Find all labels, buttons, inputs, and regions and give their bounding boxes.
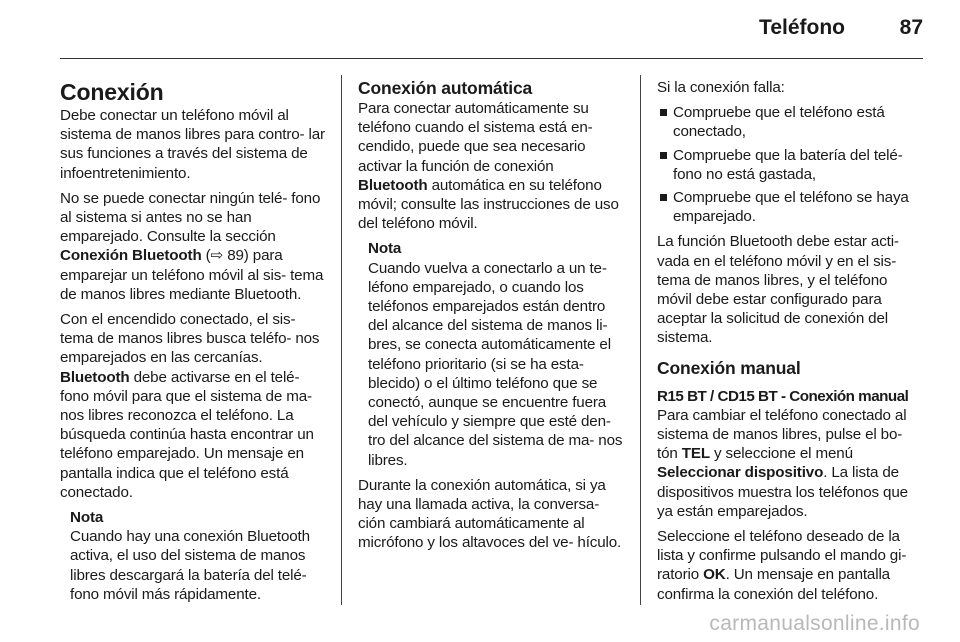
bold-term: Bluetooth [358, 176, 428, 194]
column-divider-1 [341, 75, 342, 605]
text-run: automática en su teléfono móvil; consulte las instrucciones de uso del teléfono móvil. [358, 176, 619, 233]
square-bullet-icon [660, 152, 667, 159]
text-run: . La lista de dispositivos muestra los teléfonos que ya están emparejados. [657, 464, 908, 520]
paragraph [60, 310, 325, 502]
subheading: R15 BT / CD15 BT - Conexión manual [657, 387, 909, 405]
list-item [657, 146, 923, 184]
bold-term: Seleccionar dispositivo [657, 464, 824, 482]
bold-term: OK [703, 566, 726, 584]
paragraph [358, 99, 623, 233]
bullet-list [657, 103, 923, 226]
list-item-text: Compruebe que la batería del telé- fono no está gastada, [673, 146, 903, 183]
paragraph: Durante la conexión automática, si ya hay una llamada activa, la conversa- ción cambiará automáticamente al micrófono y los altavoces del ve- hículo. [358, 476, 622, 552]
list-item [657, 188, 923, 226]
list-item-text: Compruebe que el teléfono está conectado, [673, 104, 885, 141]
list-item-text: Compruebe que el teléfono se haya emparejado. [673, 189, 909, 226]
text-run: Seleccione el teléfono deseado de la lista y confirme pulsando el mando gi- ratorio [657, 528, 907, 584]
paragraph: La función Bluetooth debe estar acti- vada en el teléfono móvil y en el sis- tema de manos libres, y el teléfono móvil debe estar configurado para aceptar la solicitud de conexión del sistema. [657, 233, 899, 347]
paragraph [657, 406, 923, 521]
text-run: Con el encendido conectado, el sis- tema de manos libres busca teléfo- nos emparejados en las cercanías. [60, 311, 320, 367]
column-3 [657, 78, 923, 610]
note-box [70, 508, 325, 604]
paragraph [657, 527, 923, 604]
text-run: No se puede conectar ningún telé- fono al sistema si antes no se han emparejado. Consulte la sección [60, 189, 321, 246]
note-box [368, 239, 623, 469]
note-text: Cuando hay una conexión Bluetooth activa, el uso del sistema de manos libres descargará la batería del telé- fono móvil más rápidamente. [70, 528, 310, 603]
paragraph: Si la conexión falla: [657, 79, 785, 96]
section-heading-conexion: Conexión [60, 79, 164, 105]
section-title: Teléfono [759, 16, 845, 39]
paragraph [60, 189, 325, 304]
text-run: . Un mensaje en pantalla confirma la conexión del teléfono. [657, 566, 890, 603]
section-heading-conexion-automatica: Conexión automática [358, 78, 533, 98]
paragraph: Debe conectar un teléfono móvil al sistema de manos libres para contro- lar sus funciones a través del sistema de infoentretenimiento. [60, 107, 325, 182]
square-bullet-icon [660, 194, 667, 201]
text-run: debe activarse en el telé- fono móvil para que el sistema de ma- nos libres reconozca el teléfono. La búsqueda continúa hasta encontrar un teléfono emparejado. Un mensaje en pantalla indica que el teléfono está conectado. [60, 368, 314, 501]
column-2 [358, 78, 623, 559]
text-run: Para cambiar el teléfono conectado al sistema de manos libres, pulse el bo- tón [657, 406, 907, 463]
list-item [657, 103, 923, 141]
text-run: y seleccione el menú [709, 445, 853, 463]
page-header [0, 0, 960, 62]
text-run: emparejar un teléfono móvil al sis- tema de manos libres mediante Bluetooth. [60, 266, 324, 303]
text-run: Para conectar automáticamente su teléfono cuando el sistema está en- cendido, puede que sea necesario activar la función de conexión [358, 100, 593, 175]
column-divider-2 [640, 75, 641, 605]
bold-term: TEL [681, 445, 710, 463]
page-reference: (⇨ 89) para [201, 247, 283, 265]
square-bullet-icon [660, 109, 667, 116]
section-heading-conexion-manual: Conexión manual [657, 357, 801, 378]
note-title: Nota [368, 240, 402, 258]
bold-term: Bluetooth [60, 368, 130, 386]
watermark: carmanualsonline.info [709, 612, 920, 635]
header-rule [60, 58, 923, 59]
bold-term: Conexión Bluetooth [60, 247, 202, 265]
note-title: Nota [70, 509, 104, 527]
column-1 [60, 78, 325, 610]
note-text: Cuando vuelva a conectarlo a un te- léfono emparejado, o cuando los teléfonos emparejados están dentro del alcance del sistema de manos li- bres, se conecta automáticamente el teléfono prioritario (si se ha esta- blecido) o el último teléfono que se conectó, aunque se encuentre fuera del vehículo y siempre que esté den- tro del alcance del sistema de ma- nos libres. [368, 259, 623, 469]
page-number: 87 [899, 16, 923, 39]
